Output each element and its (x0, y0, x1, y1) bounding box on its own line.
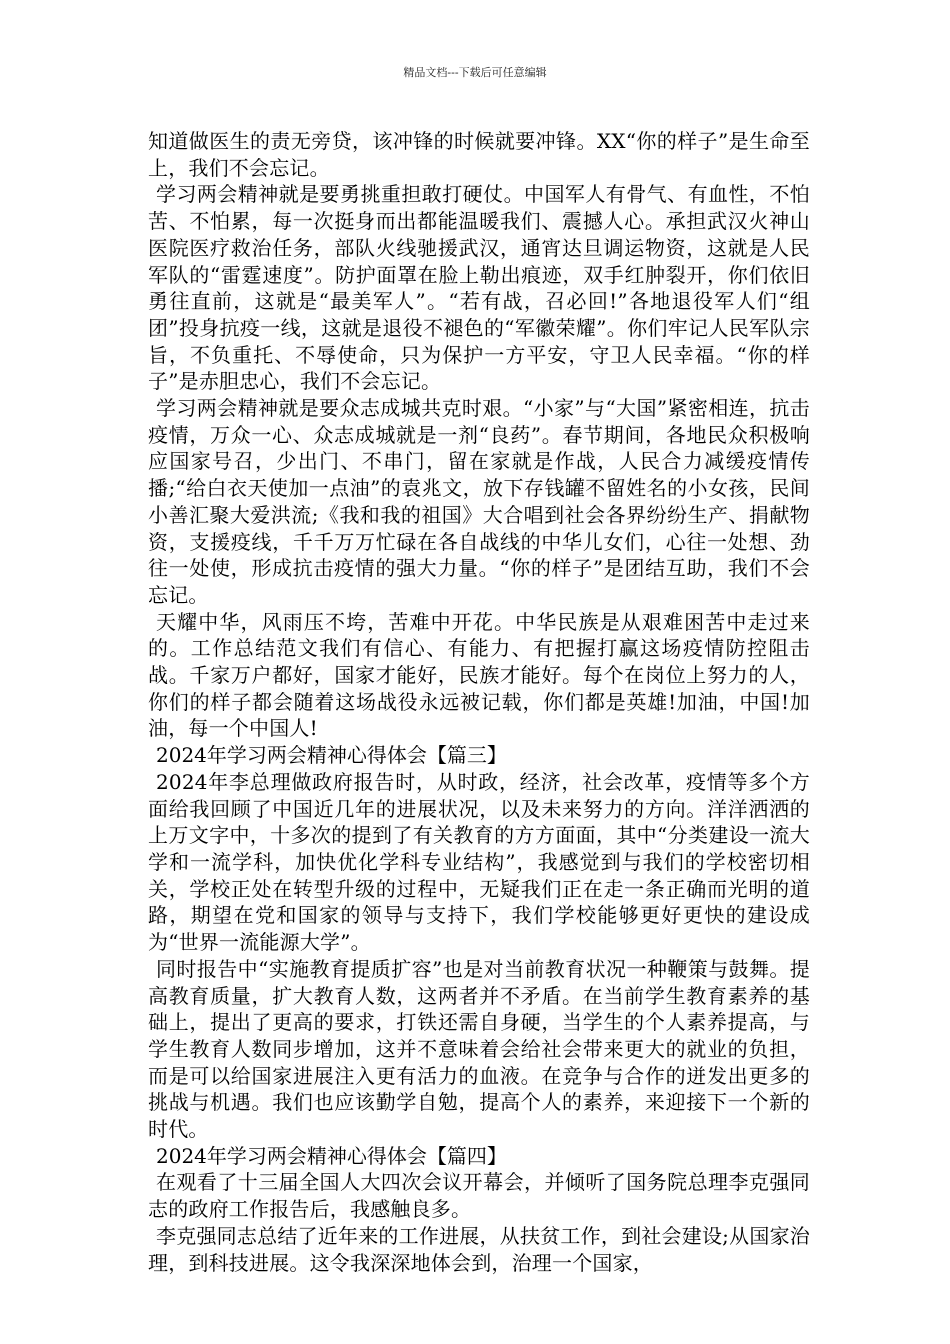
paragraph: 学习两会精神就是要众志成城共克时艰。“小家”与“大国”紧密相连，抗击疫情，万众一心、众志成城就是一剂“良药”。春节期间，各地民众积极响应国家号召，少出门、不串门，留在家就是作战，人民合力减缓疫情传播;“给白衣天使加一点油”的袁兆文，放下存钱罐不留姓名的小女孩，民间小善汇聚大爱洪流;《我和我的祖国》大合唱到社会各界纷纷生产、捐献物资，支援疫线，千千万万忙碌在各自战线的中华儿女们，心往一处想、劲往一处使，形成抗击疫情的强大力量。“你的样子”是团结互助，我们不会忘记。 (148, 396, 810, 607)
paragraph: 知道做医生的责无旁贷，该冲锋的时候就要冲锋。XX“你的样子”是生命至上，我们不会忘记。 (148, 129, 810, 180)
section-heading: 2024年学习两会精神心得体会【篇四】 (156, 1143, 507, 1168)
paragraph: 天耀中华，风雨压不垮，苦难中开花。中华民族是从艰难困苦中走过来的。工作总结范文我们有信心、有能力、有把握打赢这场疫情防控阻击战。千家万户都好，国家才能好，民族才能好。每个在岗位上努力的人，你们的样子都会随着这场战役永远被记载，你们都是英雄!加油，中国!加油，每一个中国人! (148, 609, 810, 741)
paragraph: 同时报告中“实施教育提质扩容”也是对当前教育状况一种鞭策与鼓舞。提高教育质量，扩大教育人数，这两者并不矛盾。在当前学生教育素养的基础上，提出了更高的要求，打铁还需自身硬，当学生的个人素养提高，与学生教育人数同步增加，这并不意味着会给社会带来更大的就业的负担，而是可以给国家进展注入更有活力的血液。在竞争与合作的迸发出更多的挑战与机遇。我们也应该勤学自勉，提高个人的素养，来迎接下一个新的时代。 (148, 956, 810, 1142)
paragraph: 李克强同志总结了近年来的工作进展，从扶贫工作，到社会建设;从国家治理，到科技进展。这令我深深地体会到，治理一个国家， (148, 1223, 810, 1275)
paragraph: 2024年李总理做政府报告时，从时政，经济，社会改革，疫情等多个方面给我回顾了中国近几年的进展状况，以及未来努力的方向。洋洋洒洒的上万文字中，十多次的提到了有关教育的方方面面，其中“分类建设一流大学和一流学科，加快优化学科专业结构”，我感觉到与我们的学校密切相关，学校正处在转型升级的过程中，无疑我们正在走一条正确而光明的道路，期望在党和国家的领导与支持下，我们学校能够更好更快的建设成为“世界一流能源大学”。 (148, 769, 810, 955)
paragraph: 在观看了十三届全国人大四次会议开幕会，并倾听了国务院总理李克强同志的政府工作报告后，我感触良多。 (148, 1170, 810, 1222)
paragraph: 学习两会精神就是要勇挑重担敢打硬仗。中国军人有骨气、有血性，不怕苦、不怕累，每一次挺身而出都能温暖我们、震撼人心。承担武汉火神山医院医疗救治任务，部队火线驰援武汉，通宵达旦调运物资，这就是人民军队的“雷霆速度”。防护面罩在脸上勒出痕迹，双手红肿裂开，你们依旧勇往直前，这就是“最美军人”。“若有战，召必回!”各地退役军人们“组团”投身抗疫一线，这就是退役不褪色的“军徽荣耀”。你们牢记人民军队宗旨，不负重托、不辱使命，只为保护一方平安，守卫人民幸福。“你的样子”是赤胆忠心，我们不会忘记。 (148, 182, 810, 394)
page-header: 精品文档---下载后可任意编辑 (403, 66, 547, 79)
section-heading: 2024年学习两会精神心得体会【篇三】 (156, 743, 507, 768)
document-body (148, 128, 810, 1276)
